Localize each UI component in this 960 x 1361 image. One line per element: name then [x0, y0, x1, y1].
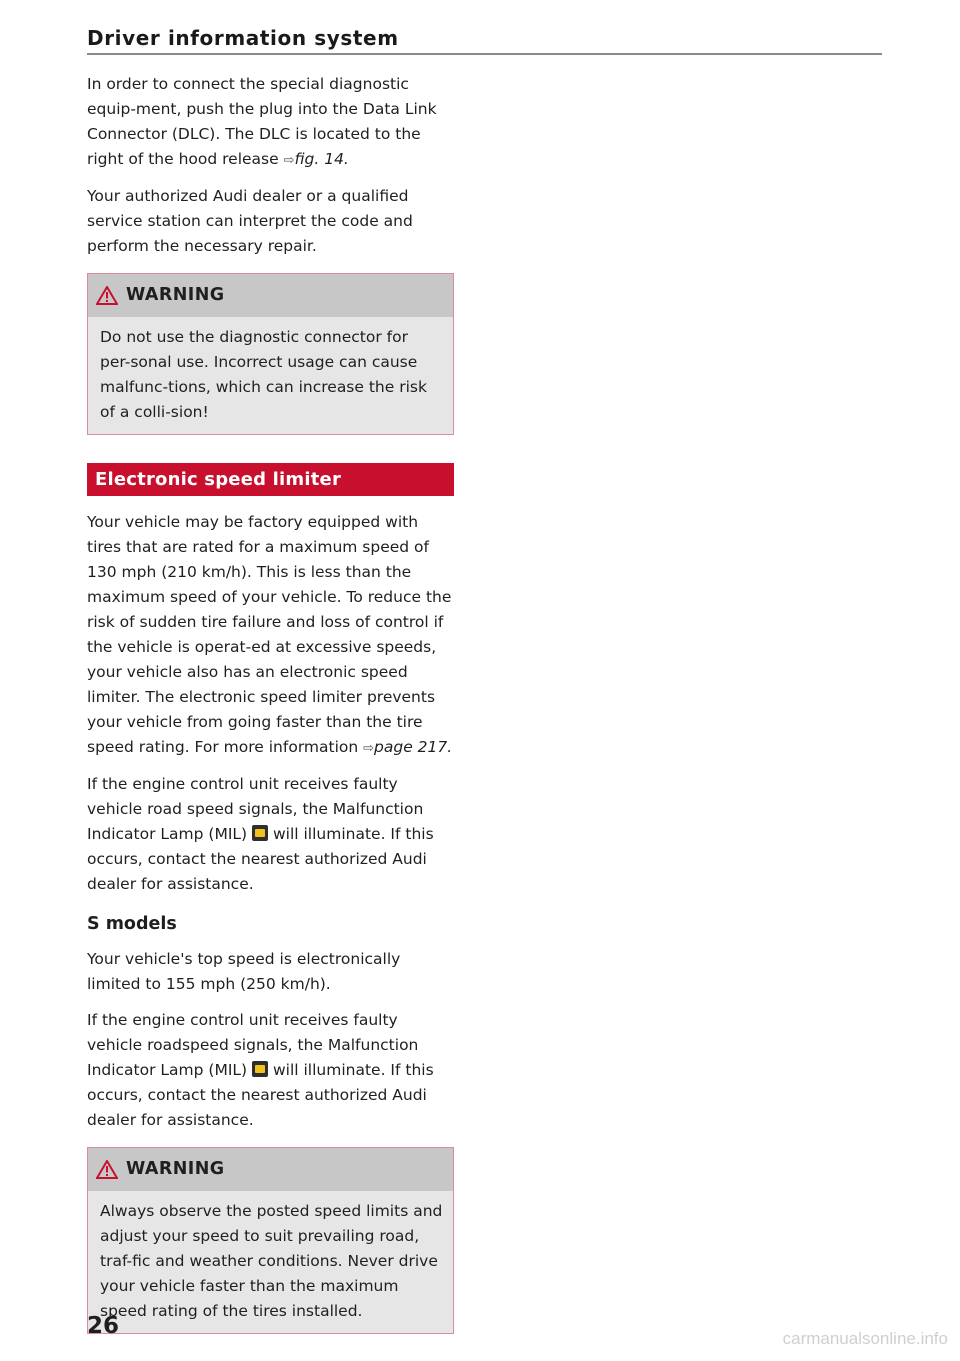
intro-paragraph-1	[87, 72, 454, 173]
arrow-right-icon: ⇨	[283, 153, 295, 168]
speed-limiter-paragraph-2	[87, 772, 454, 897]
mil-text-before: If the engine control unit receives faulty vehicle road speed signals, the Malfunction Indicator Lamp (MIL)	[87, 775, 424, 843]
warning-label-1: WARNING	[126, 285, 225, 305]
watermark: carmanualsonline.info	[782, 1329, 948, 1348]
warning-box-1	[87, 273, 454, 435]
page-reference-link[interactable]: page 217.	[374, 738, 453, 756]
intro-paragraph-2: Your authorized Audi dealer or a qualified service station can interpret the code and perform the necessary repair.	[87, 187, 413, 255]
warning-header-1	[88, 274, 453, 317]
warning-text-2: Always observe the posted speed limits and adjust your speed to suit prevailing road, traf-fic and weather conditions. Never drive your vehicle faster than the maximum speed rating of the tires installed.	[100, 1202, 443, 1320]
warning-text-1: Do not use the diagnostic connector for per-sonal use. Incorrect usage can cause malfunc-tions, which can increase the risk of a colli-sion!	[100, 328, 427, 421]
engine-malfunction-icon	[252, 825, 268, 841]
mil-text-after: will illuminate. If this occurs, contact the nearest authorized Audi dealer for assistance.	[87, 825, 434, 893]
page-number: 26	[87, 1313, 120, 1339]
engine-malfunction-icon	[252, 1061, 268, 1077]
warning-label-2: WARNING	[126, 1159, 225, 1179]
warning-box-2	[87, 1147, 454, 1334]
figure-reference-link[interactable]: fig. 14.	[294, 150, 349, 168]
speed-limiter-paragraph-1	[87, 510, 454, 761]
s-models-paragraph-2	[87, 1008, 454, 1133]
warning-triangle-icon	[96, 286, 118, 305]
speed-limiter-text-1: Your vehicle may be factory equipped with tires that are rated for a maximum speed of 130 mph (210 km/h). This is less than the maximum speed of your vehicle. To reduce the risk of sudden tire failure and loss of control if the vehicle is operat-ed at excessive speeds, your vehicle also has an electronic speed limiter. The electronic speed limiter prevents your vehicle from going faster than the tire speed rating. For more information	[87, 513, 452, 756]
section-title-speed-limiter: Electronic speed limiter	[87, 463, 454, 496]
content-column	[87, 72, 454, 1334]
arrow-right-icon: ⇨	[363, 741, 375, 756]
s-models-paragraph-1: Your vehicle's top speed is electronically limited to 155 mph (250 km/h).	[87, 950, 401, 993]
warning-triangle-icon	[96, 1160, 118, 1179]
header-divider	[87, 53, 882, 55]
s-models-heading: S models	[87, 914, 177, 934]
warning-header-2	[88, 1148, 453, 1191]
s-mil-text-before: If the engine control unit receives faulty vehicle roadspeed signals, the Malfunction Indicator Lamp (MIL)	[87, 1011, 419, 1079]
page-header-title: Driver information system	[87, 26, 399, 50]
intro-text-1: In order to connect the special diagnostic equip-ment, push the plug into the Data Link Connector (DLC). The DLC is located to the right of the hood release	[87, 75, 437, 168]
s-mil-text-after: will illuminate. If this occurs, contact the nearest authorized Audi dealer for assistance.	[87, 1061, 434, 1129]
